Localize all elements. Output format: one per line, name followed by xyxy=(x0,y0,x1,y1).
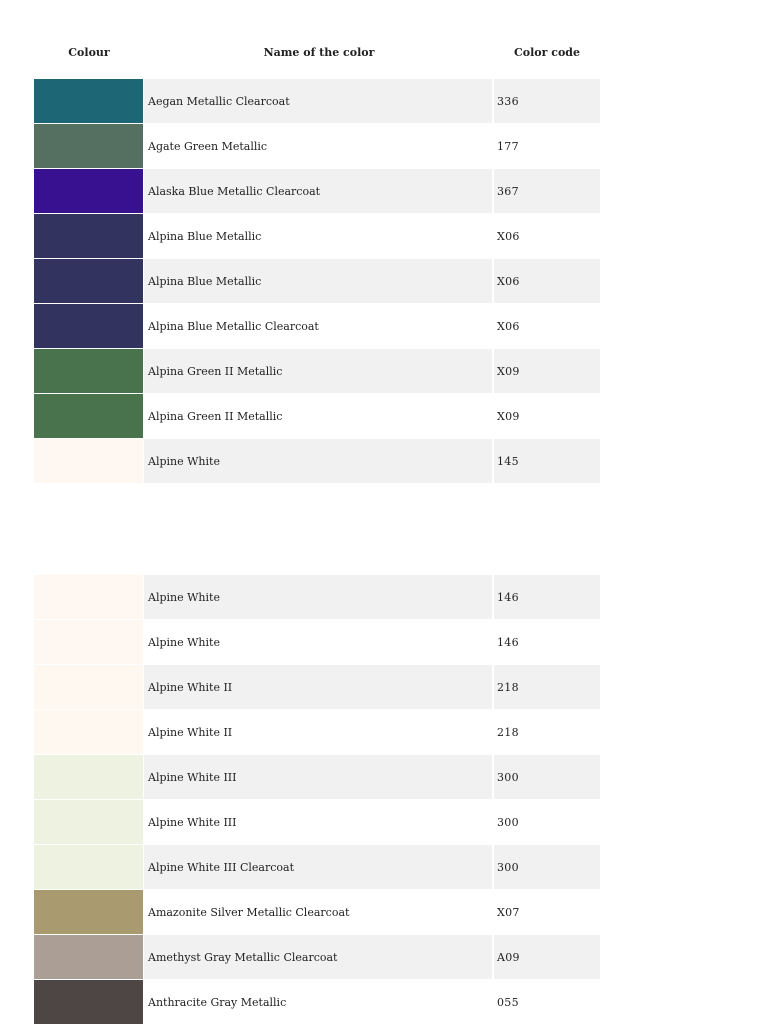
color-swatch xyxy=(34,755,143,799)
color-name: Alpine White III Clearcoat xyxy=(144,845,492,889)
color-code: 218 xyxy=(494,665,600,709)
color-name: Anthracite Gray Metallic xyxy=(144,980,492,1024)
color-name: Alpine White III xyxy=(144,800,492,844)
color-code: X06 xyxy=(494,259,600,303)
color-code: 336 xyxy=(494,79,600,123)
color-name: Alaska Blue Metallic Clearcoat xyxy=(144,169,492,213)
color-name: Alpina Blue Metallic xyxy=(144,259,492,303)
color-code: 300 xyxy=(494,800,600,844)
color-name: Alpina Blue Metallic xyxy=(144,214,492,258)
table-row xyxy=(34,439,600,484)
table-header xyxy=(34,46,600,66)
color-swatch xyxy=(34,439,143,483)
color-name: Alpine White xyxy=(144,439,492,483)
table-row xyxy=(34,79,600,124)
column-header-code: Color code xyxy=(514,46,580,59)
color-code: A09 xyxy=(494,935,600,979)
color-code: X07 xyxy=(494,890,600,934)
column-header-name: Name of the color xyxy=(263,46,375,59)
color-code: 145 xyxy=(494,439,600,483)
color-code: X09 xyxy=(494,394,600,438)
color-code: 218 xyxy=(494,710,600,754)
table-row xyxy=(34,124,600,169)
color-code: 055 xyxy=(494,980,600,1024)
color-name: Alpine White II xyxy=(144,665,492,709)
color-code: X06 xyxy=(494,304,600,348)
color-table-group-2 xyxy=(34,575,600,1025)
color-name: Alpine White II xyxy=(144,710,492,754)
table-row xyxy=(34,304,600,349)
color-name: Alpine White xyxy=(144,575,492,619)
table-row xyxy=(34,710,600,755)
color-swatch xyxy=(34,394,143,438)
color-swatch xyxy=(34,665,143,709)
color-name: Alpine White xyxy=(144,620,492,664)
table-row xyxy=(34,935,600,980)
color-swatch xyxy=(34,575,143,619)
color-swatch xyxy=(34,935,143,979)
color-swatch xyxy=(34,124,143,168)
color-swatch xyxy=(34,214,143,258)
color-code: 300 xyxy=(494,755,600,799)
color-name: Aegan Metallic Clearcoat xyxy=(144,79,492,123)
color-code: 300 xyxy=(494,845,600,889)
color-swatch xyxy=(34,304,143,348)
color-code: 146 xyxy=(494,620,600,664)
color-name: Alpina Green II Metallic xyxy=(144,394,492,438)
color-swatch xyxy=(34,169,143,213)
table-row xyxy=(34,575,600,620)
table-row xyxy=(34,214,600,259)
color-table-group-1 xyxy=(34,79,600,484)
table-row xyxy=(34,259,600,304)
color-swatch xyxy=(34,845,143,889)
table-row xyxy=(34,845,600,890)
table-row xyxy=(34,394,600,439)
color-name: Alpina Green II Metallic xyxy=(144,349,492,393)
table-row xyxy=(34,890,600,935)
color-name: Amazonite Silver Metallic Clearcoat xyxy=(144,890,492,934)
color-swatch xyxy=(34,620,143,664)
table-row xyxy=(34,755,600,800)
color-code: X09 xyxy=(494,349,600,393)
color-swatch xyxy=(34,710,143,754)
color-name: Alpine White III xyxy=(144,755,492,799)
table-row xyxy=(34,169,600,214)
color-swatch xyxy=(34,79,143,123)
color-swatch xyxy=(34,800,143,844)
color-name: Agate Green Metallic xyxy=(144,124,492,168)
color-code: X06 xyxy=(494,214,600,258)
table-row xyxy=(34,349,600,394)
color-swatch xyxy=(34,259,143,303)
color-code: 367 xyxy=(494,169,600,213)
table-row xyxy=(34,980,600,1025)
table-row xyxy=(34,620,600,665)
column-header-colour: Colour xyxy=(68,46,110,59)
color-name: Amethyst Gray Metallic Clearcoat xyxy=(144,935,492,979)
color-code: 146 xyxy=(494,575,600,619)
color-name: Alpina Blue Metallic Clearcoat xyxy=(144,304,492,348)
table-row xyxy=(34,665,600,710)
color-swatch xyxy=(34,890,143,934)
table-row xyxy=(34,800,600,845)
color-swatch xyxy=(34,349,143,393)
color-code: 177 xyxy=(494,124,600,168)
color-swatch xyxy=(34,980,143,1024)
